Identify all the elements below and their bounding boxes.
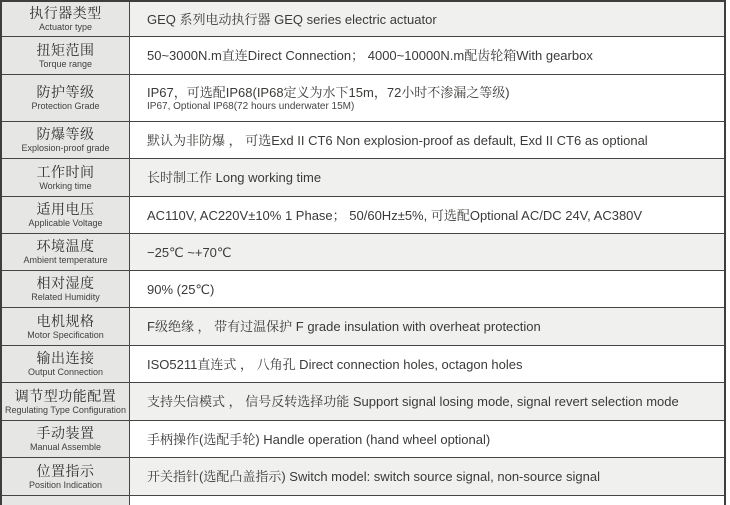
row-label-en: Ambient temperature [23, 255, 108, 265]
row-label-cell [2, 159, 130, 196]
row-label-zh: 防爆等级 [36, 126, 95, 142]
table-row [2, 197, 724, 234]
table-row [2, 159, 724, 197]
row-label-zh: 工作时间 [36, 163, 95, 180]
row-label-zh: 环境温度 [36, 238, 95, 254]
row-value-cell [130, 346, 724, 382]
row-value-text: 手柄操作(选配手轮) Handle operation (hand wheel optional) [147, 431, 491, 447]
row-value-text: ISO5211直连式 ， 八角孔 Direct connection holes, octagon holes [147, 356, 523, 372]
row-label-cell [2, 458, 130, 495]
table-row [2, 458, 724, 496]
row-value-text: IP67，可选配IP68(IP68定义为水下15m，72小时不渗漏之等级) [147, 84, 510, 100]
row-value-text: −25℃ ~+70℃ [147, 244, 232, 260]
row-label-zh: 相对湿度 [36, 275, 95, 291]
table-row [2, 122, 724, 159]
row-value-cell [130, 159, 724, 196]
row-value-cell [130, 234, 724, 270]
row-value-cell [130, 2, 724, 36]
table-row [2, 421, 724, 458]
row-label-zh: 输出连接 [36, 350, 95, 366]
row-label-en: Torque range [38, 58, 93, 69]
row-label-zh: 防护等级 [36, 84, 95, 100]
row-label-en: Applicable Voltage [28, 218, 103, 228]
row-value-text: 开关指针(选配凸盖指示) Switch model: switch source signal, non-source signal [147, 469, 600, 484]
row-label-cell [2, 122, 130, 158]
row-value-text: F级绝缘 ， 带有过温保护 F grade insulation with overheat protection [147, 319, 541, 334]
row-label-en: Actuator type [38, 22, 93, 32]
row-value-cell [130, 458, 724, 495]
table-row [2, 308, 724, 346]
row-label-en: Working time [39, 180, 92, 191]
row-value-cell [130, 271, 724, 307]
row-label-cell [2, 2, 130, 36]
row-label-cell [2, 75, 130, 121]
row-label-zh: 执行器类型 [29, 5, 102, 21]
table-row [2, 75, 724, 122]
row-value-cell [130, 75, 724, 121]
row-value-cell [130, 308, 724, 345]
row-value-cell [130, 383, 724, 420]
row-label-cell [2, 421, 130, 457]
row-label-zh: 手动装置 [36, 425, 95, 441]
table-row [2, 496, 724, 505]
row-label-en: Regulating Type Configuration [5, 404, 126, 415]
row-value-text: AC110V, AC220V±10% 1 Phase； 50/60Hz±5%, 可选配Optional AC/DC 24V, AC380V [147, 207, 643, 223]
row-label-cell [2, 346, 130, 382]
row-label-cell [2, 383, 130, 420]
row-label-cell [2, 234, 130, 270]
row-label-en: Protection Grade [31, 101, 100, 111]
table-row [2, 383, 724, 421]
row-value-cell [130, 37, 724, 74]
row-value-cell [130, 122, 724, 158]
row-label-cell [2, 197, 130, 233]
row-value-cell [130, 421, 724, 457]
row-value-text: 支持失信模式 ， 信号反转选择功能 Support signal losing mode, signal revert selection mode [147, 394, 679, 409]
row-label-en: Manual Assemble [29, 442, 102, 452]
row-label-zh: 扭矩范围 [36, 41, 95, 58]
row-label-zh: 位置指示 [36, 462, 95, 479]
table-row [2, 234, 724, 271]
table-row [2, 346, 724, 383]
table-row [2, 37, 724, 75]
row-value-text: 长时制工作 Long working time [147, 170, 322, 185]
row-value-cell [130, 197, 724, 233]
row-value-subtext: IP67, Optional IP68(72 hours underwater 15M) [147, 100, 355, 112]
row-label-en: Motor Specification [27, 329, 104, 340]
row-label-en: Related Humidity [31, 292, 100, 302]
table-row [2, 2, 724, 37]
row-label-cell [2, 496, 130, 505]
row-value-text: 默认为非防爆 ， 可选Exd II CT6 Non explosion-proof as default, Exd II CT6 as optional [147, 132, 648, 148]
row-label-cell [2, 271, 130, 307]
row-label-en: Output Connection [27, 367, 104, 377]
row-label-en: Position Indication [28, 479, 103, 490]
row-label-cell [2, 37, 130, 74]
row-label-zh: 电机规格 [36, 312, 95, 329]
table-row [2, 271, 724, 308]
row-label-zh: 适用电压 [36, 201, 95, 217]
row-label-en: Explosion-proof grade [21, 143, 110, 153]
row-label-zh: 调节型功能配置 [14, 387, 117, 404]
row-value-cell [130, 496, 724, 505]
row-value-text: 90% (25℃) [147, 281, 215, 297]
row-value-text: GEQ 系列电动执行器 GEQ series electric actuator [147, 11, 437, 27]
row-label-cell [2, 308, 130, 345]
row-value-text: 50~3000N.m直连Direct Connection； 4000~10000N.m配齿轮箱With gearbox [147, 48, 593, 63]
